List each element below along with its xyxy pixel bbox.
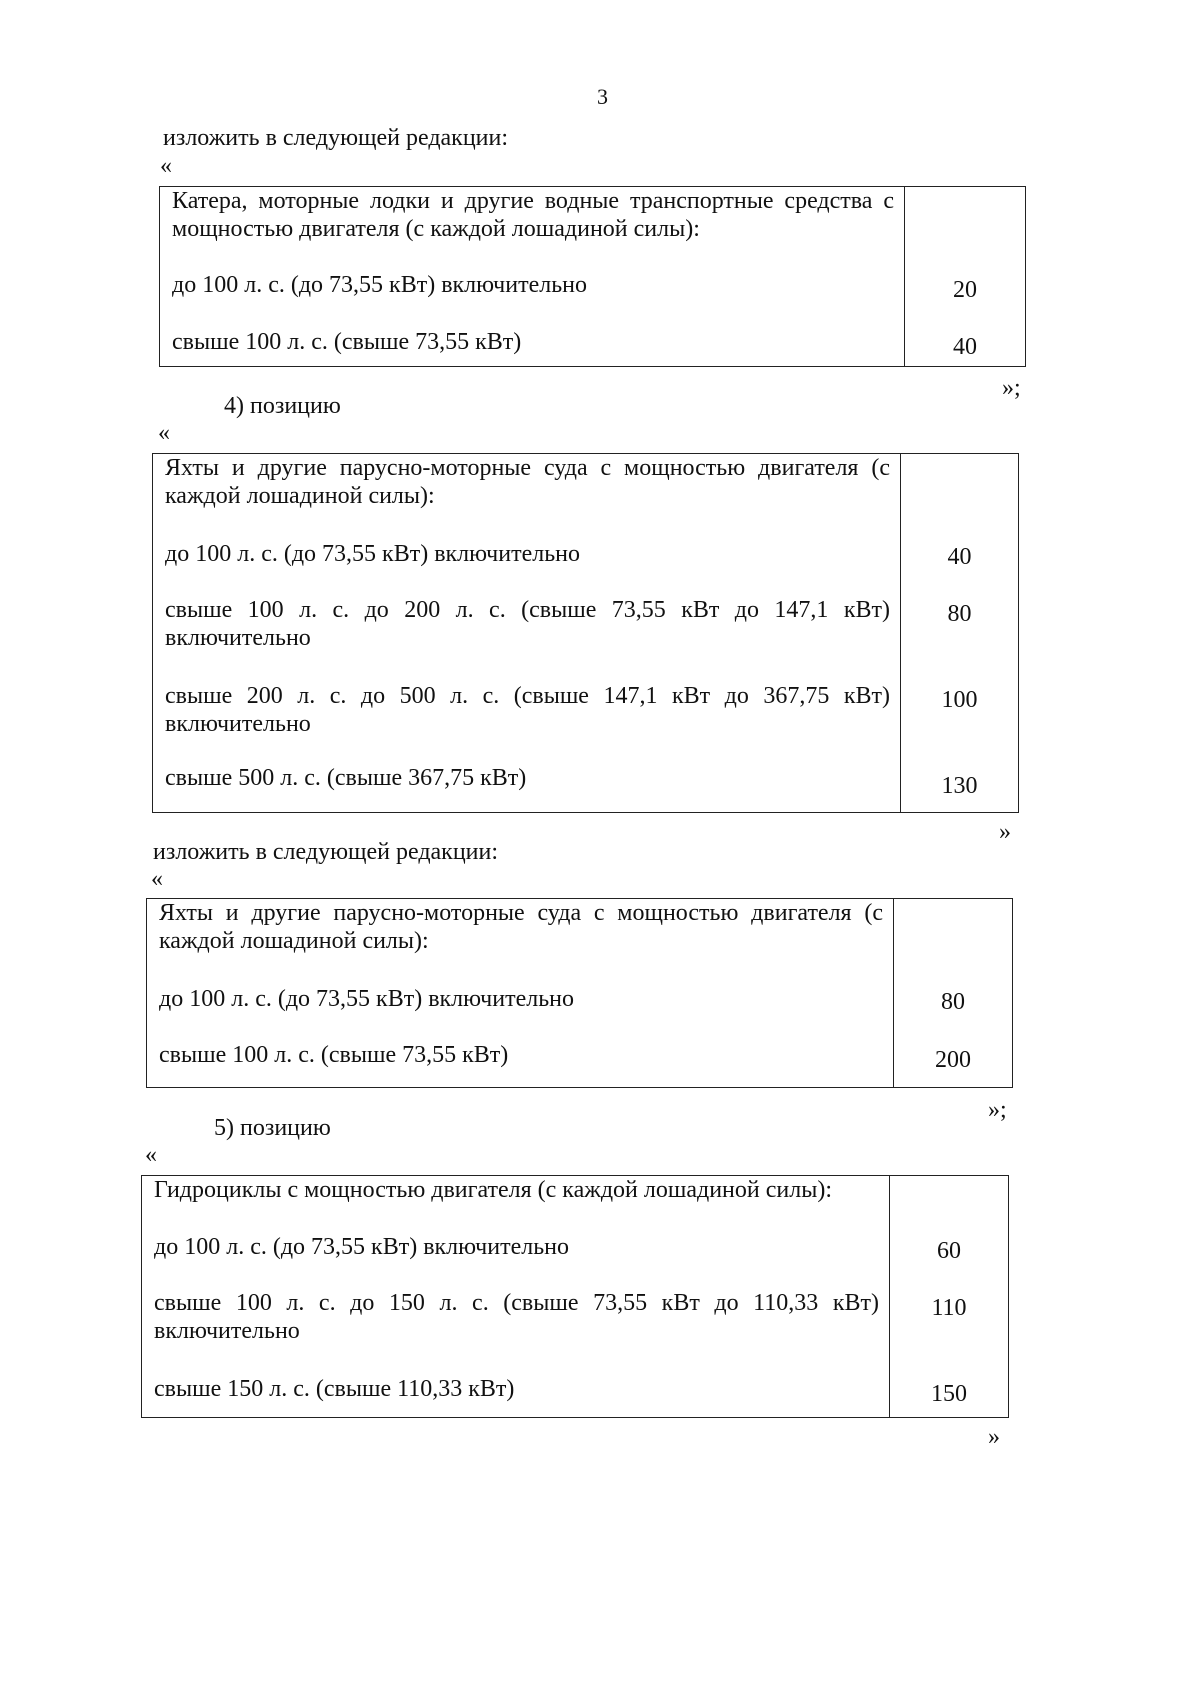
yachts-old-row-3-value: 100 — [941, 687, 978, 713]
jetski-row-1-value: 60 — [937, 1238, 961, 1264]
boats-row-2-label: свыше 100 л. с. (свыше 73,55 кВт) — [172, 329, 522, 355]
open-quote: « — [145, 1142, 157, 1168]
yachts-old-value-cell — [901, 454, 1019, 813]
yachts-new-row-2-label: свыше 100 л. с. (свыше 73,55 кВт) — [159, 1042, 509, 1068]
jetski-table — [141, 1175, 1009, 1418]
yachts-old-row-1-value: 40 — [947, 544, 972, 570]
item-4-label: 4) позицию — [224, 393, 341, 419]
yachts-new-row-1-value: 80 — [941, 989, 965, 1015]
yachts-old-table — [152, 453, 1019, 813]
yachts-new-table — [146, 898, 1013, 1088]
intro-text: изложить в следующей редакции: — [163, 125, 509, 151]
close-quote: » — [999, 819, 1011, 845]
jetski-row-3-label: свыше 150 л. с. (свыше 110,33 кВт) — [154, 1376, 515, 1402]
jetski-row-1-label: до 100 л. с. (до 73,55 кВт) включительно — [154, 1234, 569, 1260]
boats-header: Катера, моторные лодки и другие водные транспортные средства с мощностью двигателя (с каждой лошадиной силы): — [172, 188, 894, 242]
yachts-old-row-1-label: до 100 л. с. (до 73,55 кВт) включительно — [165, 541, 580, 567]
yachts-old-row-2-value: 80 — [947, 601, 972, 627]
yachts-old-row-4-value: 130 — [941, 773, 978, 799]
yachts-old-desc-cell — [153, 454, 901, 813]
intro-text: изложить в следующей редакции: — [153, 839, 499, 865]
jetski-desc-cell — [142, 1176, 890, 1418]
close-quote: » — [988, 1424, 1000, 1450]
boats-row-2-value: 40 — [953, 334, 977, 360]
yachts-new-value-cell — [894, 899, 1013, 1088]
open-quote: « — [151, 866, 163, 892]
yachts-old-row-2-label: свыше 100 л. с. до 200 л. с. (свыше 73,55 кВт до 147,1 кВт) включительно — [165, 597, 890, 651]
jetski-row-2-value: 110 — [931, 1295, 967, 1321]
boats-row-1-value: 20 — [953, 277, 977, 303]
yachts-new-row-1-label: до 100 л. с. (до 73,55 кВт) включительно — [159, 986, 574, 1012]
boats-table — [159, 186, 1026, 367]
boats-desc-cell — [160, 187, 905, 367]
boats-value-cell — [905, 187, 1026, 367]
yachts-new-desc-cell — [147, 899, 894, 1088]
item-5-label: 5) позицию — [214, 1115, 331, 1141]
jetski-row-3-value: 150 — [931, 1381, 967, 1407]
jetski-value-cell — [890, 1176, 1009, 1418]
boats-row-1-label: до 100 л. с. (до 73,55 кВт) включительно — [172, 272, 587, 298]
jetski-header: Гидроциклы с мощностью двигателя (с каждой лошадиной силы): — [154, 1177, 832, 1203]
open-quote: « — [160, 153, 172, 179]
close-quote: »; — [1002, 375, 1021, 401]
jetski-row-2-label: свыше 100 л. с. до 150 л. с. (свыше 73,55 кВт до 110,33 кВт) включительно — [154, 1290, 879, 1344]
yachts-old-header: Яхты и другие парусно-моторные суда с мощностью двигателя (с каждой лошадиной силы): — [165, 455, 890, 509]
close-quote: »; — [988, 1097, 1007, 1123]
yachts-old-row-3-label: свыше 200 л. с. до 500 л. с. (свыше 147,1 кВт до 367,75 кВт) включительно — [165, 683, 890, 737]
page-number: 3 — [597, 84, 608, 109]
yachts-new-row-2-value: 200 — [935, 1047, 971, 1073]
open-quote: « — [158, 420, 170, 446]
yachts-old-row-4-label: свыше 500 л. с. (свыше 367,75 кВт) — [165, 765, 527, 791]
yachts-new-header: Яхты и другие парусно-моторные суда с мощностью двигателя (с каждой лошадиной силы): — [159, 900, 883, 954]
